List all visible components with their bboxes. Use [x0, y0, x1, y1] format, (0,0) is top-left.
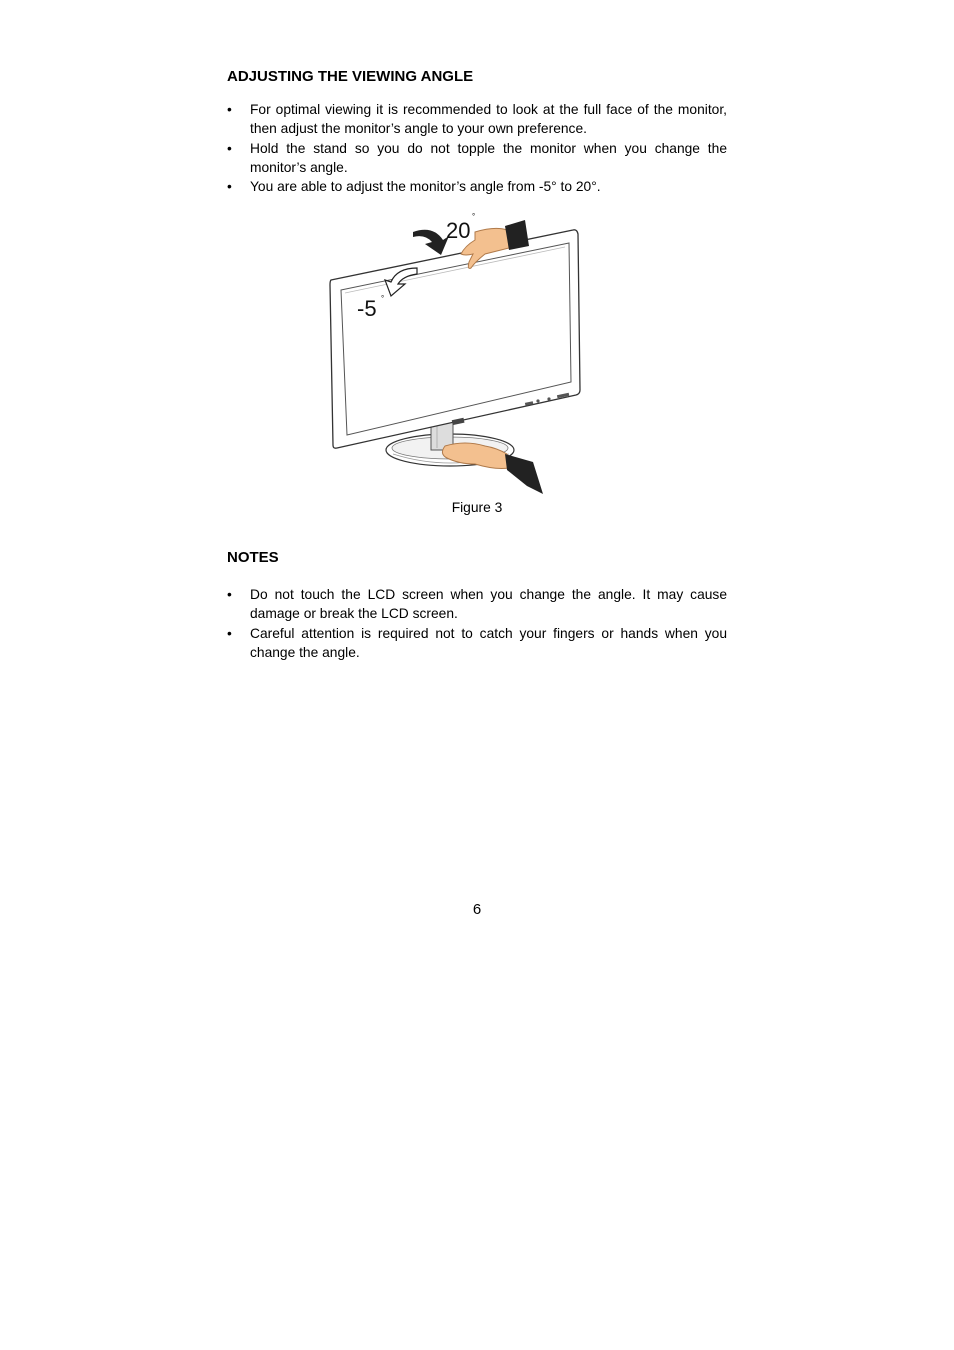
angle-label-20: 20: [446, 218, 471, 243]
list-item: • For optimal viewing it is recommended to look at the full face of the monitor, then adjust the monitor’s angle to your own preference.: [227, 102, 727, 137]
figure-caption: Figure 3: [451, 500, 503, 515]
bullet-icon: •: [227, 587, 232, 602]
monitor-illustration-svg: [325, 210, 587, 500]
list-item: • Do not touch the LCD screen when you change the angle. It may cause damage or break the LCD screen.: [227, 587, 727, 622]
angle-label-minus5: -5: [357, 296, 377, 321]
bullet-icon: •: [227, 625, 232, 641]
bullet-icon: •: [227, 179, 232, 195]
bullet-icon: •: [227, 140, 232, 156]
notes-list: [227, 585, 727, 662]
list-item: • You are able to adjust the monitor’s angle from -5° to 20°.: [227, 177, 727, 196]
list-item: • Hold the stand so you do not topple the monitor when you change the monitor’s angle.: [227, 140, 727, 175]
degree-symbol-bottom: °: [381, 294, 385, 303]
bullet-icon: •: [227, 102, 232, 117]
degree-symbol-top: °: [472, 212, 476, 221]
list-item: • Careful attention is required not to catch your fingers or hands when you change the angle.: [227, 625, 727, 660]
section-heading-viewing-angle: ADJUSTING THE VIEWING ANGLE: [227, 68, 474, 85]
section-heading-notes: NOTES: [227, 549, 279, 566]
page-number: 6: [472, 901, 482, 918]
monitor-bezel: [330, 230, 580, 448]
monitor-tilt-illustration: [325, 210, 587, 500]
viewing-angle-list: [227, 100, 727, 196]
bottom-hand-illustration: [442, 443, 543, 494]
tilt-back-arrow-icon: [413, 230, 449, 255]
